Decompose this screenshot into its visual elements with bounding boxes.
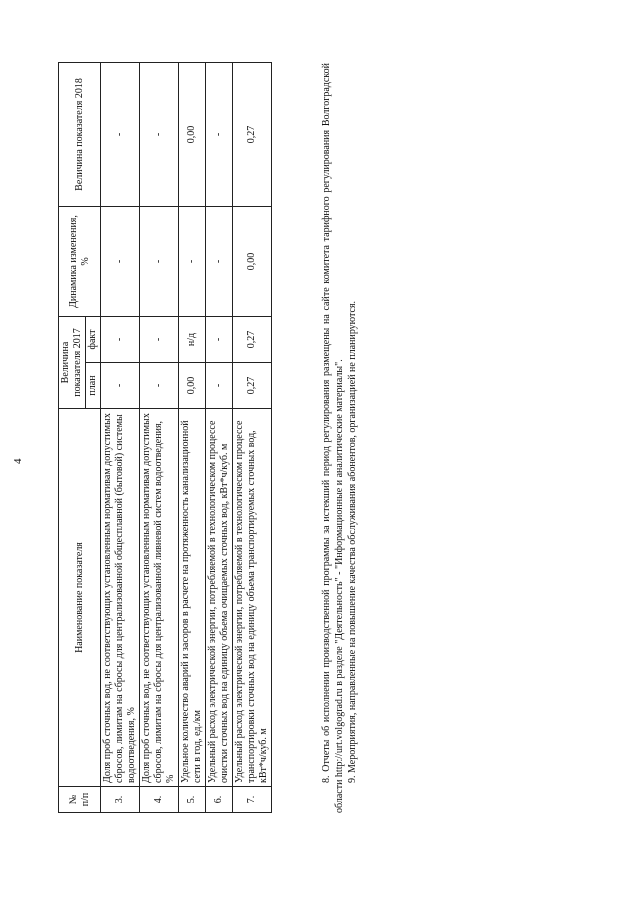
plan-value: -: [206, 363, 233, 409]
note-reports: 8. Отчеты об исполнении производственной программы за истекший период регулирования размещены на сайте комитета тарифного регулирования Волгоградской области http://urt.volgograd.ru в разделе "Деятельность" - "Информационные и аналитические материалы".: [321, 63, 345, 813]
fact-value: -: [206, 317, 233, 363]
dynamics-value: -: [101, 207, 140, 317]
table-row: [101, 63, 140, 813]
fact-value: -: [101, 317, 140, 363]
indicator-name: Доля проб сточных вод, не соответствующих установленным нормативам допустимых сбросов, лимитам на сбросы для централизованной общесплавной (бытовой) системы водоотведения, %: [101, 409, 140, 787]
header-value-2017: Величина показателя 2017: [59, 317, 86, 409]
row-number: 3.: [101, 787, 140, 813]
header-dynamics: Динамика изменения, %: [59, 207, 101, 317]
page-number: 4: [12, 458, 24, 464]
dynamics-value: -: [140, 207, 179, 317]
value-2018: -: [206, 63, 233, 207]
row-number: 7.: [233, 787, 272, 813]
header-fact: факт: [86, 317, 101, 363]
dynamics-value: 0,00: [233, 207, 272, 317]
table-row: [179, 63, 206, 813]
fact-value: н/д: [179, 317, 206, 363]
table-row: [206, 63, 233, 813]
indicator-name: Удельный расход электрической энергии, потребляемой в технологическом процессе транспортировки сточных вод на единицу объема транспортируемых сточных вод, кВт*ч/куб. м: [233, 409, 272, 787]
table-row: [140, 63, 179, 813]
plan-value: -: [101, 363, 140, 409]
header-plan: план: [86, 363, 101, 409]
value-2018: -: [140, 63, 179, 207]
dynamics-value: -: [206, 207, 233, 317]
plan-value: 0,00: [179, 363, 206, 409]
value-2018: 0,00: [179, 63, 206, 207]
fact-value: -: [140, 317, 179, 363]
value-2018: -: [101, 63, 140, 207]
row-number: 4.: [140, 787, 179, 813]
row-number: 6.: [206, 787, 233, 813]
indicator-name: Удельное количество аварий и засоров в расчете на протяженность канализационной сети в год, ед./км: [179, 409, 206, 787]
indicators-table: [58, 62, 272, 813]
indicator-name: Удельный расход электрической энергии, потребляемой в технологическом процессе очистки сточных вод на единицу объема очищаемых сточных вод, кВт*ч/куб. м: [206, 409, 233, 787]
table-row: [233, 63, 272, 813]
header-value-2018: Величина показателя 2018: [59, 63, 101, 207]
table-header-row: [59, 63, 86, 813]
notes-section: [320, 63, 359, 813]
plan-value: -: [140, 363, 179, 409]
note-measures: 9. Мероприятия, направленные на повышение качества обслуживания абонентов, организацией не планируются.: [347, 300, 358, 783]
plan-value: 0,27: [233, 363, 272, 409]
value-2018: 0,27: [233, 63, 272, 207]
fact-value: 0,27: [233, 317, 272, 363]
header-name: Наименование показателя: [59, 409, 101, 787]
indicator-name: Доля проб сточных вод, не соответствующих установленным нормативам допустимых сбросов, лимитам на сбросы для централизованной ливневой систем водоотведения, %: [140, 409, 179, 787]
dynamics-value: -: [179, 207, 206, 317]
header-num: № п/п: [59, 787, 101, 813]
row-number: 5.: [179, 787, 206, 813]
